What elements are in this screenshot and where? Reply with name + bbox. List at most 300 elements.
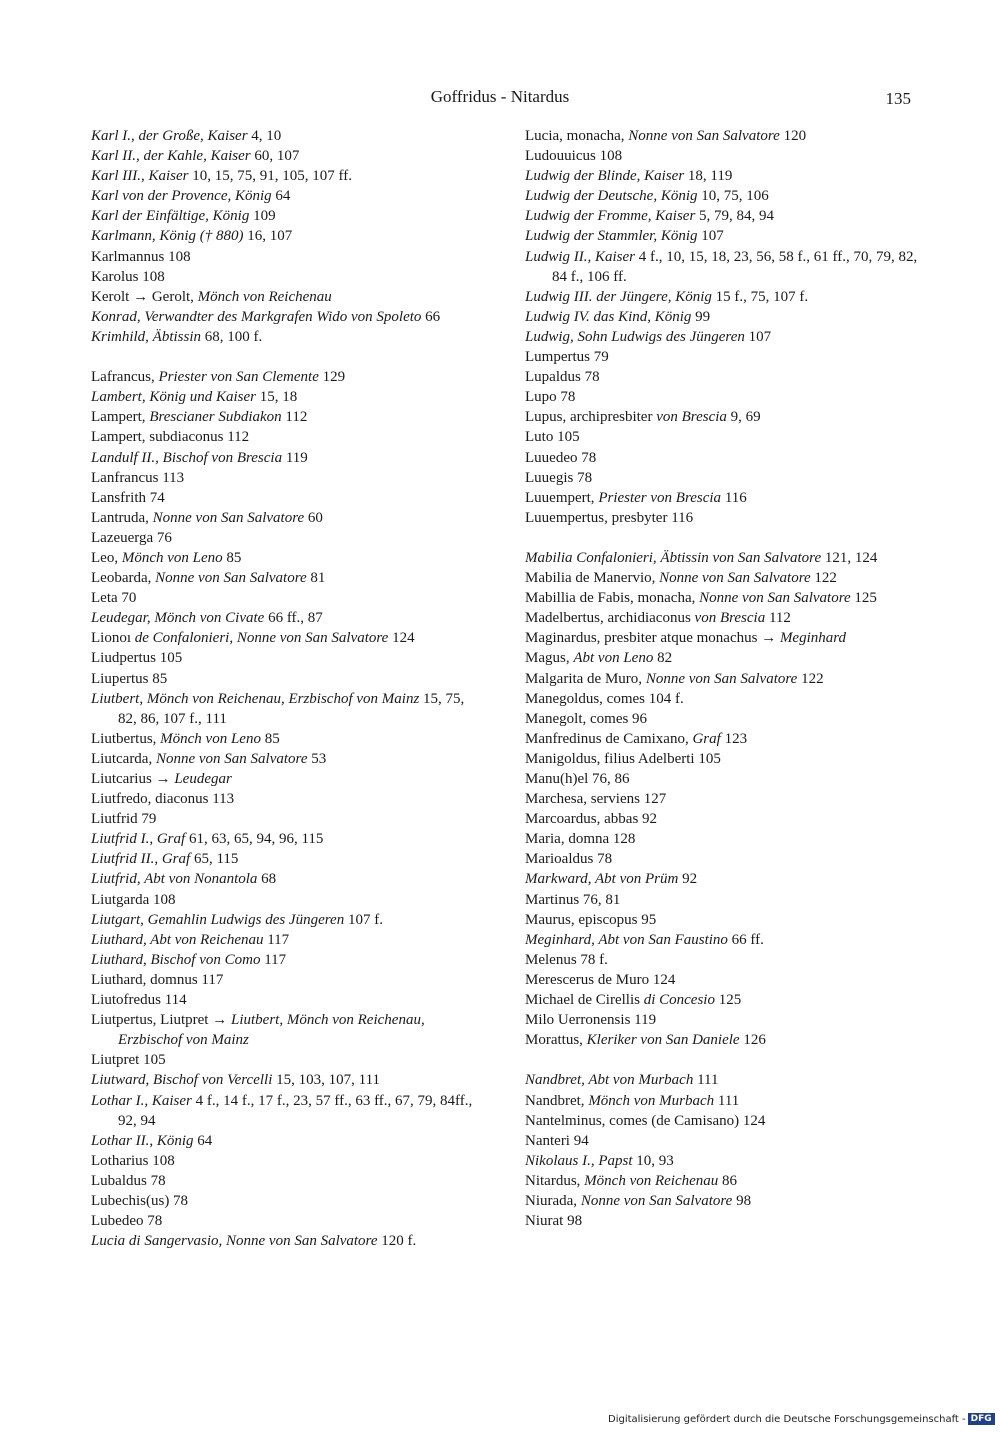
index-entry (525, 1211, 920, 1231)
entry-text: 15 f., 75, 107 f. (711, 288, 809, 305)
entry-text-italic: Meginhard (779, 630, 847, 647)
entry-text: 9, 69 (726, 409, 761, 426)
index-entry (91, 608, 486, 628)
entry-text-italic: Lothar II., König (91, 1132, 194, 1149)
entry-text: 4 f., 14 f., 17 f., 23, 57 ff., 63 ff., 67, 79, 84ff., 92, 94 (118, 1092, 473, 1129)
index-entry (91, 287, 486, 307)
entry-text-italic: Graf (692, 730, 721, 747)
entry-text: Madelbertus, archidiaconus (525, 610, 695, 627)
entry-text: Luuempert, (525, 489, 599, 506)
section-gap (525, 528, 920, 548)
index-entry (91, 890, 486, 910)
entry-text-italic: Nonne von San Salvatore (155, 570, 307, 587)
entry-text: Lazeuerga 76 (91, 529, 172, 546)
index-entry (91, 1151, 486, 1171)
entry-text: 10, 93 (632, 1152, 674, 1169)
dfg-logo: DFG (968, 1413, 995, 1425)
index-entry (91, 829, 486, 849)
index-entry (525, 1171, 920, 1191)
entry-text: Lampert, (91, 409, 150, 426)
entry-text: 126 (739, 1032, 766, 1049)
index-entry (91, 910, 486, 930)
index-entry (91, 1231, 486, 1251)
entry-text: Lotharius 108 (91, 1152, 175, 1169)
index-entry (525, 1091, 920, 1111)
entry-text-italic: Abt von Leno (573, 650, 654, 667)
entry-text: Luuedeo 78 (525, 449, 597, 466)
page-number: 135 (885, 89, 911, 108)
entry-text: Lupus, archipresbiter (525, 409, 657, 426)
entry-text: 109 (249, 208, 276, 225)
index-entry (91, 407, 486, 427)
entry-text-italic: Lucia di Sangervasio, Nonne von San Salvatore (91, 1233, 378, 1250)
entry-text-italic: Liuthard, Bischof von Como (91, 951, 261, 968)
index-entry (91, 166, 486, 186)
entry-text: Lumpertus 79 (525, 349, 609, 366)
entry-text: 119 (282, 449, 308, 466)
entry-text: 92 (678, 871, 698, 888)
index-column-right (525, 126, 920, 1231)
entry-text-italic: Mönch von Murbach (588, 1092, 715, 1109)
entry-text: Liupertus 85 (91, 670, 168, 687)
entry-text: Leo, (91, 549, 122, 566)
index-entry (525, 669, 920, 689)
entry-text: 120 (779, 128, 807, 144)
entry-text: Lantruda, (91, 509, 153, 526)
running-title: Goffridus - Nitardus (430, 87, 570, 106)
entry-text: 98 (732, 1192, 752, 1209)
cross-reference-arrow: → (155, 771, 171, 787)
entry-text: 122 (810, 570, 837, 587)
entry-text: Liutpertus, Liutpret (91, 1012, 213, 1029)
entry-text-italic: Karl von der Provence, König (91, 188, 272, 205)
entry-text-italic: Nonne von San Salvatore (152, 509, 305, 526)
entry-text: Liutfredo, diaconus 113 (91, 791, 235, 808)
entry-text: 112 (765, 610, 791, 627)
index-entry (525, 387, 920, 407)
index-entry (525, 729, 920, 749)
entry-text-italic: Leudegar (174, 771, 232, 787)
index-entry (525, 508, 920, 528)
index-column-left (91, 126, 486, 1251)
index-entry (91, 950, 486, 970)
index-entry (525, 709, 920, 729)
entry-text-italic: Lambert, König und Kaiser (91, 389, 257, 406)
index-entry (91, 267, 486, 287)
index-entry (91, 427, 486, 447)
entry-text-italic: Mönch von Leno (160, 730, 261, 747)
entry-text-italic: Karl III., Kaiser (91, 168, 189, 185)
entry-text: Lupaldus 78 (525, 369, 600, 386)
entry-text: Liutcarda, (91, 750, 156, 767)
entry-text: Lupo 78 (525, 389, 576, 406)
index-entry (91, 869, 486, 889)
entry-text-italic: Liutfrid I., Graf (91, 831, 186, 848)
entry-text: Lionoı (91, 630, 135, 647)
entry-text: 123 (720, 730, 748, 747)
index-entry (91, 809, 486, 829)
index-entry (91, 1191, 486, 1211)
index-entry (91, 327, 486, 347)
entry-text: Gerolt, (148, 288, 198, 305)
entry-text-italic: Nikolaus I., Papst (525, 1152, 633, 1169)
entry-text: Nanteri 94 (525, 1132, 589, 1149)
entry-text: 117 (263, 931, 290, 948)
entry-text: Marcoardus, abbas 92 (525, 811, 658, 828)
index-entry (525, 849, 920, 869)
entry-text-italic: Ludwig III. der Jüngere, König (525, 288, 712, 305)
index-entry (525, 890, 920, 910)
index-entry (525, 608, 920, 628)
index-entry (91, 508, 486, 528)
index-entry (91, 568, 486, 588)
entry-text-italic: Lothar I., Kaiser (91, 1092, 192, 1109)
entry-text: Luuegis 78 (525, 469, 593, 486)
index-entry (525, 307, 920, 327)
entry-text: Lansfrith 74 (91, 489, 165, 506)
entry-text: Liutpret 105 (91, 1052, 166, 1069)
digitization-notice (608, 1413, 995, 1427)
entry-text: Liutfrid 79 (91, 811, 157, 828)
entry-text: 122 (797, 670, 824, 687)
index-entry (525, 448, 920, 468)
index-entry (91, 588, 486, 608)
entry-text-italic: Ludwig, Sohn Ludwigs des Jüngeren (525, 328, 745, 345)
entry-text: Liutgarda 108 (91, 891, 176, 908)
entry-text: 68 (257, 871, 277, 888)
index-entry (525, 1111, 920, 1131)
entry-text-italic: Liutward, Bischof von Vercelli (91, 1072, 273, 1089)
index-entry (525, 910, 920, 930)
entry-text: 129 (318, 369, 346, 386)
entry-text-italic: Liutfrid II., Graf (91, 851, 191, 868)
entry-text: Marioaldus 78 (525, 851, 613, 868)
entry-text: Marchesa, serviens 127 (525, 791, 667, 808)
index-entry (91, 1070, 486, 1090)
funding-text: Digitalisierung gefördert durch die Deutsche Forschungsgemeinschaft - (608, 1414, 966, 1425)
entry-text: Maginardus, presbiter atque monachus (525, 630, 762, 647)
index-entry (91, 1171, 486, 1191)
index-entry (525, 990, 920, 1010)
index-entry (91, 307, 486, 327)
entry-text-italic: Karl I., der Große, Kaiser (91, 128, 248, 144)
entry-text-italic: Liutfrid, Abt von Nonantola (91, 871, 258, 888)
entry-text: Manigoldus, filius Adelberti 105 (525, 750, 721, 767)
entry-text: 10, 75, 106 (697, 188, 769, 205)
index-entry (91, 1091, 486, 1131)
entry-text: 60, 107 (250, 148, 300, 165)
entry-text: 4 f., 10, 15, 18, 23, 56, 58 f., 61 ff., 70, 79, 82, 84 f., 106 ff. (552, 248, 918, 285)
entry-text: 116 (721, 489, 747, 506)
entry-text-italic: Kleriker von San Daniele (586, 1032, 740, 1049)
index-entry (91, 528, 486, 548)
entry-text-italic: von Brescia (694, 610, 766, 627)
index-entry (525, 166, 920, 186)
entry-text: Lubaldus 78 (91, 1172, 166, 1189)
entry-text: Lucia, monacha, (525, 128, 629, 144)
index-entry (91, 990, 486, 1010)
entry-text: Manegolt, comes 96 (525, 710, 648, 727)
entry-text-italic: Priester von San Clemente (158, 369, 319, 386)
entry-text: Lanfrancus 113 (91, 469, 185, 486)
index-entry (525, 1070, 920, 1090)
index-entry (91, 849, 486, 869)
index-entry (525, 648, 920, 668)
index-entry (525, 869, 920, 889)
index-entry (525, 1030, 920, 1050)
entry-text: 4, 10 (247, 128, 282, 144)
entry-text-italic: Ludwig der Blinde, Kaiser (525, 168, 685, 185)
index-entry (525, 950, 920, 970)
entry-text: Liutbertus, (91, 730, 161, 747)
entry-text: Karlmannus 108 (91, 248, 191, 265)
entry-text-italic: von Brescia (656, 409, 727, 426)
index-entry (91, 247, 486, 267)
index-entry (525, 1010, 920, 1030)
entry-text-italic: Nonne von San Salvatore (659, 570, 811, 587)
index-entry (525, 287, 920, 307)
index-entry (525, 548, 920, 568)
entry-text: 53 (307, 750, 327, 767)
entry-text: Leta 70 (91, 590, 137, 607)
index-entry (525, 468, 920, 488)
index-entry (525, 1191, 920, 1211)
index-entry (91, 548, 486, 568)
index-entry (91, 468, 486, 488)
index-entry (91, 1211, 486, 1231)
entry-text: 18, 119 (684, 168, 733, 185)
index-entry (91, 930, 486, 950)
index-entry (525, 226, 920, 246)
index-entry (91, 1050, 486, 1070)
index-entry (525, 1151, 920, 1171)
index-entry (91, 387, 486, 407)
entry-text: Malgarita de Muro, (525, 670, 646, 687)
entry-text-italic: Nonne von San Salvatore (155, 750, 308, 767)
index-entry (525, 206, 920, 226)
entry-text-italic: Mönch von Leno (121, 549, 223, 566)
entry-text-italic: Liuthard, Abt von Reichenau (91, 931, 264, 948)
entry-text-italic: Krimhild, Äbtissin (91, 328, 202, 345)
entry-text: 107 f. (344, 911, 383, 928)
entry-text: Nantelminus, comes (de Camisano) 124 (525, 1112, 766, 1129)
index-entry (525, 367, 920, 387)
entry-text-italic: Liutbert, Mönch von Reichenau, Erzbischof von Mainz (118, 1012, 425, 1049)
entry-text-italic: Liutbert, Mönch von Reichenau, Erzbischof von Mainz (91, 690, 420, 707)
entry-text: 117 (260, 951, 287, 968)
entry-text: 86 (718, 1172, 738, 1189)
entry-text: Nitardus, (525, 1172, 585, 1189)
entry-text-italic: Karl der Einfältige, König (91, 208, 250, 225)
index-entry (91, 628, 486, 648)
entry-text: 125 (850, 590, 877, 607)
index-entry (91, 789, 486, 809)
cross-reference-arrow: → (761, 630, 777, 647)
entry-text: 66 ff., 87 (264, 610, 323, 627)
entry-text: 10, 15, 75, 91, 105, 107 ff. (188, 168, 352, 185)
index-entry (525, 427, 920, 447)
entry-text: Maria, domna 128 (525, 831, 636, 848)
entry-text: 66 (421, 308, 441, 325)
index-entry (525, 146, 920, 166)
entry-text: 60 (304, 509, 323, 526)
entry-text: Mabilia de Manervio, (525, 570, 660, 587)
entry-text-italic: Landulf II., Bischof von Brescia (91, 449, 283, 466)
index-entry (91, 126, 486, 146)
entry-text: Manegoldus, comes 104 f. (525, 690, 684, 707)
entry-text: 120 f. (377, 1233, 417, 1250)
entry-text-italic: Nandbret, Abt von Murbach (525, 1072, 694, 1089)
index-entry (91, 1131, 486, 1151)
index-entry (91, 226, 486, 246)
entry-text: Melenus 78 f. (525, 951, 608, 968)
index-entry (525, 327, 920, 347)
entry-text-italic: Nonne von San Salvatore (699, 590, 851, 607)
index-entry (91, 146, 486, 166)
entry-text-italic: Markward, Abt von Prüm (525, 871, 679, 888)
entry-text: 15, 75, 82, 86, 107 f., 111 (118, 690, 465, 727)
entry-text: Luto 105 (525, 429, 580, 446)
entry-text-italic: Leudegar, Mönch von Civate (91, 610, 265, 627)
index-entry (91, 648, 486, 668)
entry-text: Mabillia de Fabis, monacha, (525, 590, 700, 607)
entry-text-italic: Ludwig der Deutsche, König (525, 188, 698, 205)
entry-text: 125 (714, 992, 742, 1009)
index-entry (525, 488, 920, 508)
index-entry (91, 367, 486, 387)
entry-text: 111 (714, 1092, 740, 1109)
entry-text: 107 (697, 228, 724, 245)
entry-text-italic: Priester von Brescia (598, 489, 722, 506)
index-entry (91, 769, 486, 789)
entry-text: Morattus, (525, 1032, 587, 1049)
section-gap (91, 347, 486, 367)
entry-text: Maurus, episcopus 95 (525, 911, 657, 928)
index-entry (525, 749, 920, 769)
index-entry (525, 126, 920, 146)
index-entry (525, 1131, 920, 1151)
entry-text: 85 (260, 730, 280, 747)
index-entry (525, 689, 920, 709)
entry-text-italic: Mönch von Reichenau (197, 288, 332, 305)
entry-text-italic: Karlmann, König († 880) (91, 228, 244, 245)
index-entry (91, 669, 486, 689)
index-entry (91, 970, 486, 990)
index-entry (91, 749, 486, 769)
index-entry (525, 186, 920, 206)
entry-text: Merescerus de Muro 124 (525, 971, 676, 988)
entry-text: 81 (306, 570, 326, 587)
index-entry (91, 1010, 486, 1050)
entry-text-italic: Nonne von San Salvatore (628, 128, 780, 144)
cross-reference-arrow: → (212, 1012, 228, 1029)
index-entry (525, 829, 920, 849)
index-entry (525, 347, 920, 367)
index-entry (525, 970, 920, 990)
entry-text: 112 (281, 409, 308, 426)
entry-text: 111 (693, 1072, 719, 1089)
entry-text: 124 (388, 630, 415, 647)
index-entry (91, 206, 486, 226)
entry-text: Liudpertus 105 (91, 650, 183, 667)
entry-text: 99 (691, 308, 711, 325)
index-entry (525, 247, 920, 287)
entry-text-italic: Mönch von Reichenau (584, 1172, 719, 1189)
entry-text-italic: Karl II., der Kahle, Kaiser (91, 148, 251, 165)
entry-text: 5, 79, 84, 94 (695, 208, 775, 225)
entry-text-italic: Mabilia Confalonieri, Äbtissin von San Salvatore (525, 549, 822, 566)
entry-text: Milo Uerronensis 119 (525, 1012, 657, 1029)
entry-text: Kerolt (91, 288, 134, 305)
index-entry (525, 407, 920, 427)
cross-reference-arrow: → (133, 288, 149, 305)
entry-text-italic: Ludwig der Fromme, Kaiser (525, 208, 696, 225)
entry-text: 61, 63, 65, 94, 96, 115 (185, 831, 324, 848)
entry-text: 66 ff. (727, 931, 764, 948)
index-entry (525, 809, 920, 829)
entry-text-italic: Ludwig II., Kaiser (525, 248, 636, 265)
index-entry (91, 689, 486, 729)
entry-text: Liutofredus 114 (91, 992, 187, 1009)
index-entry (525, 930, 920, 950)
entry-text: 15, 103, 107, 111 (272, 1072, 381, 1089)
entry-text: Lampert, subdiaconus 112 (91, 429, 250, 446)
entry-text-italic: de Confalonieri, Nonne von San Salvatore (134, 630, 389, 647)
entry-text: 15, 18 (256, 389, 298, 406)
entry-text: 64 (271, 188, 291, 205)
entry-text: 16, 107 (243, 228, 293, 245)
index-entry (525, 588, 920, 608)
index-entry (91, 448, 486, 468)
entry-text: Lafrancus, (91, 369, 159, 386)
index-entry (91, 488, 486, 508)
entry-text: Liuthard, domnus 117 (91, 971, 224, 988)
entry-text: 82 (653, 650, 673, 667)
index-entry (525, 628, 920, 648)
entry-text-italic: di Concesio (643, 992, 715, 1009)
entry-text: Nandbret, (525, 1092, 589, 1109)
entry-text: Magus, (525, 650, 574, 667)
entry-text: Niurada, (525, 1192, 581, 1209)
index-entry (525, 789, 920, 809)
entry-text-italic: Konrad, Verwandter des Markgrafen Wido von Spoleto (91, 308, 422, 325)
entry-text: Lubedeo 78 (91, 1213, 163, 1230)
entry-text-italic: Brescianer Subdiakon (149, 409, 282, 426)
entry-text-italic: Ludwig der Stammler, König (525, 228, 698, 245)
entry-text: Luuempertus, presbyter 116 (525, 509, 694, 526)
entry-text: 85 (222, 549, 242, 566)
entry-text: Ludouuicus 108 (525, 148, 623, 165)
entry-text: 65, 115 (190, 851, 239, 868)
entry-text: 107 (744, 328, 772, 345)
page-header (0, 86, 1000, 110)
entry-text-italic: Meginhard, Abt von San Faustino (525, 931, 728, 948)
entry-text-italic: Liutgart, Gemahlin Ludwigs des Jüngeren (91, 911, 345, 928)
entry-text: Michael de Cirellis (525, 992, 644, 1009)
entry-text-italic: Ludwig IV. das Kind, König (525, 308, 692, 325)
entry-text: Manfredinus de Camixano, (525, 730, 693, 747)
entry-text: 121, 124 (821, 549, 878, 566)
index-entry (525, 568, 920, 588)
section-gap (525, 1050, 920, 1070)
entry-text: Leobarda, (91, 570, 156, 587)
entry-text: Martinus 76, 81 (525, 891, 621, 908)
entry-text: 68, 100 f. (201, 328, 263, 345)
entry-text-italic: Nonne von San Salvatore (580, 1192, 733, 1209)
index-entry (91, 729, 486, 749)
entry-text: Liutcarius (91, 771, 156, 787)
entry-text: Niurat 98 (525, 1213, 583, 1230)
